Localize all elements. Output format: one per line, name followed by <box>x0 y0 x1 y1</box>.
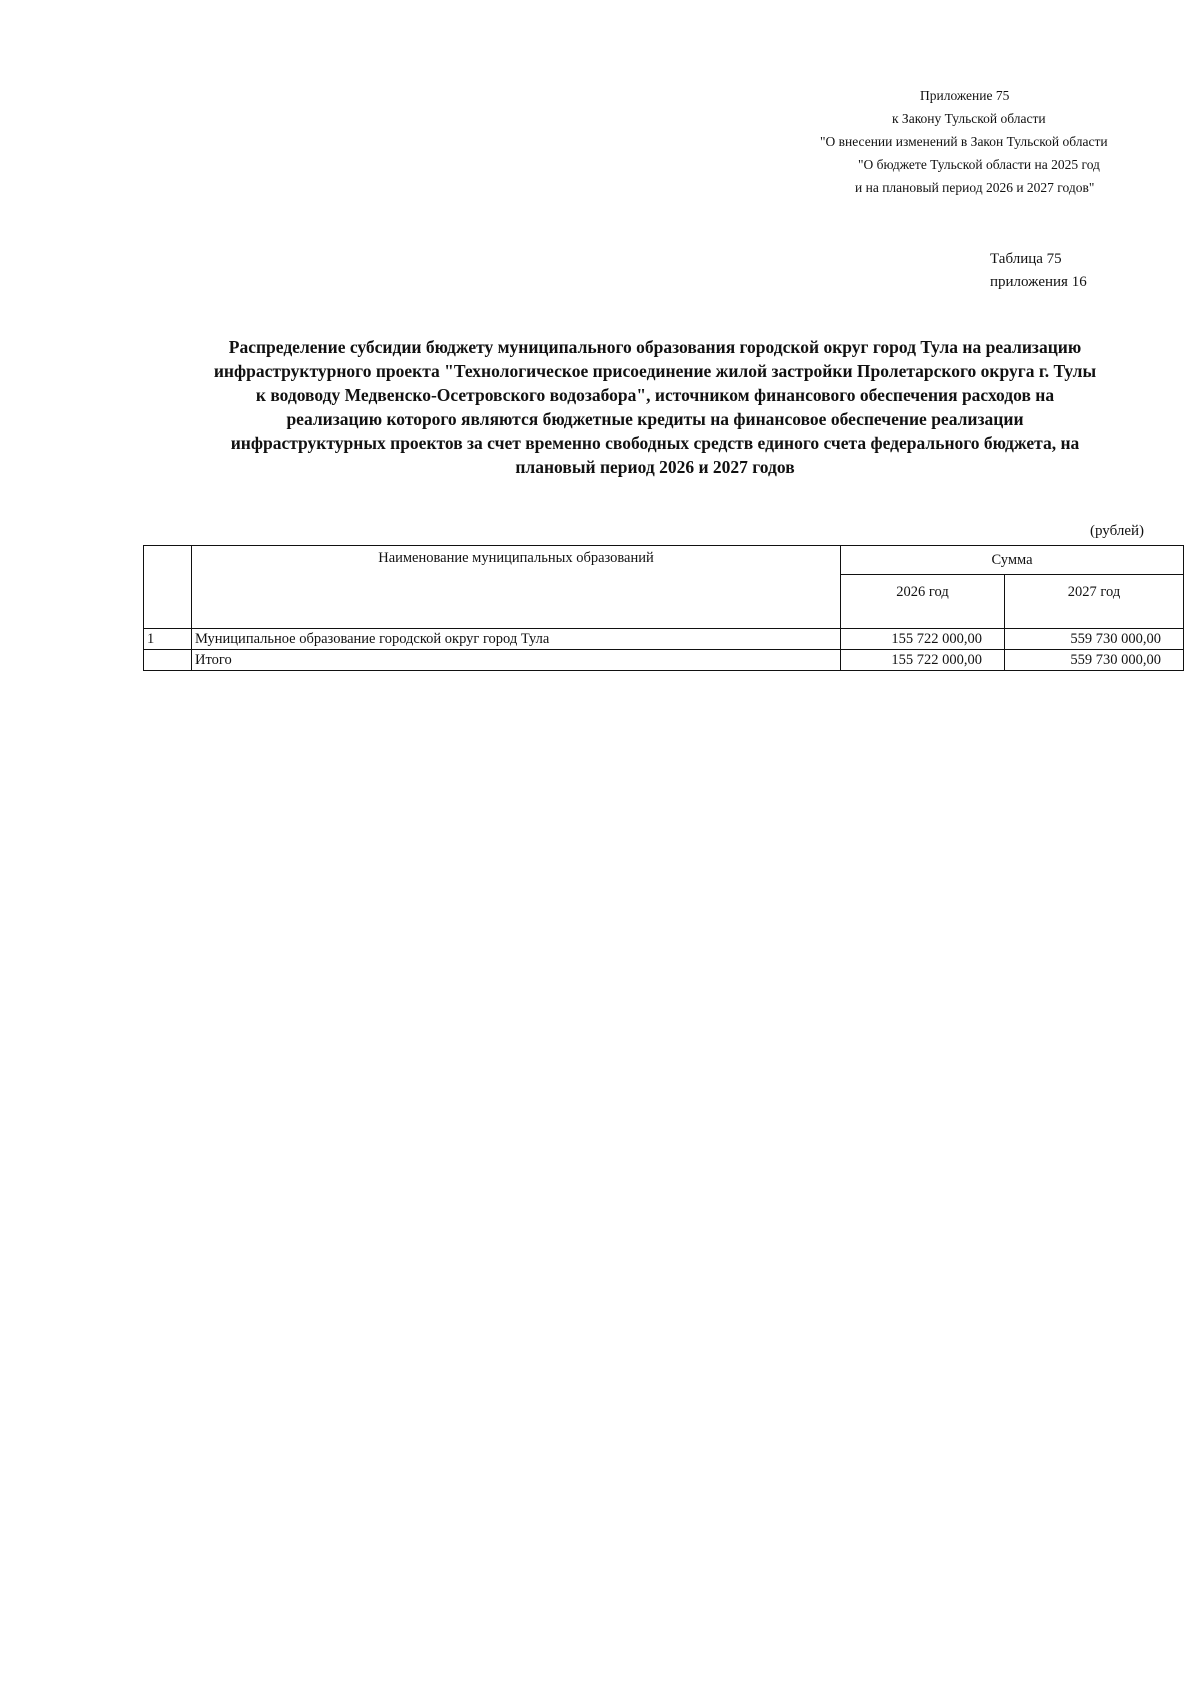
header-number-cell <box>144 546 192 629</box>
title-line: реализацию которого являются бюджетные кредиты на финансовое обеспечение реализации <box>286 409 1024 429</box>
header-name-cell: Наименование муниципальных образований <box>192 546 841 629</box>
title-line: к водоводу Медвенско-Осетровского водозабора", источником финансового обеспечения расходов на <box>255 385 1055 405</box>
units-label: (рублей) <box>1090 523 1145 539</box>
title-line: Распределение субсидии бюджету муниципального образования городской округ город Тула на реализацию <box>228 337 1082 357</box>
title-line: инфраструктурных проектов за счет временно свободных средств единого счета федерального бюджета, на <box>230 433 1080 453</box>
row-name: Муниципальное образование городской округ город Тула <box>192 629 841 650</box>
document-title <box>140 335 1170 479</box>
row-value-2026: 155 722 000,00 <box>841 629 1005 650</box>
row-value-2027: 559 730 000,00 <box>1005 629 1184 650</box>
appendix-line: Приложение 75 <box>920 88 1010 103</box>
table-ref-line: Таблица 75 <box>990 251 1062 267</box>
row-number: 1 <box>144 629 192 650</box>
title-line: плановый период 2026 и 2027 годов <box>515 457 795 477</box>
table-row-total <box>144 650 1184 671</box>
appendix-header <box>760 84 1160 199</box>
appendix-line: к Закону Тульской области <box>892 111 1046 126</box>
header-year-2027: 2027 год <box>1005 575 1184 629</box>
table-reference <box>990 248 1087 294</box>
appendix-line: "О бюджете Тульской области на 2025 год <box>858 157 1100 172</box>
appendix-line: "О внесении изменений в Закон Тульской области <box>820 134 1108 149</box>
header-sum-cell: Сумма <box>841 546 1184 575</box>
header-year-2026: 2026 год <box>841 575 1005 629</box>
row-number <box>144 650 192 671</box>
table-row <box>144 629 1184 650</box>
row-name: Итого <box>192 650 841 671</box>
row-value-2026: 155 722 000,00 <box>841 650 1005 671</box>
appendix-line: и на плановый период 2026 и 2027 годов" <box>855 180 1095 195</box>
table-ref-line: приложения 16 <box>990 274 1087 290</box>
row-value-2027: 559 730 000,00 <box>1005 650 1184 671</box>
title-line: инфраструктурного проекта "Технологическое присоединение жилой застройки Пролетарского округа г. Тулы <box>213 361 1097 381</box>
table-header-row <box>144 546 1184 575</box>
allocation-table <box>143 545 1184 671</box>
